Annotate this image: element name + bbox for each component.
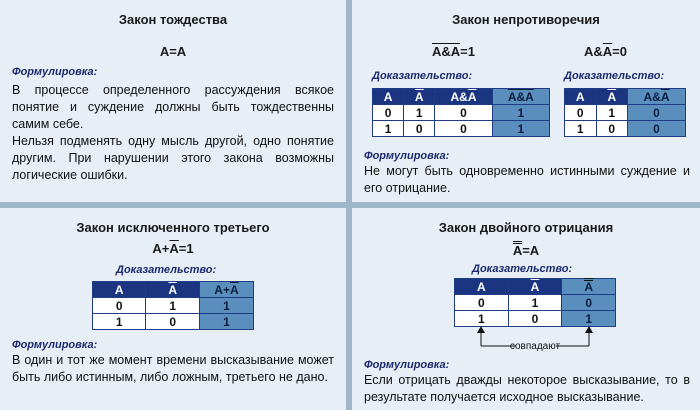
formulation-label: Формулировка: xyxy=(12,66,98,78)
panel-non-contradiction-law xyxy=(352,0,700,202)
cell: 0 xyxy=(435,121,492,137)
cell: 1 xyxy=(596,105,628,121)
header-not-a: А xyxy=(508,279,562,295)
formulation-paragraph-2: Нельзя подменять одну мысль другой, одно понятие другим. При нарушении этого закона возможны логические ошибки. xyxy=(12,134,334,182)
cell: 0 xyxy=(146,314,199,330)
cell: 0 xyxy=(404,121,435,137)
cell-highlight: 0 xyxy=(628,121,686,137)
header-not-a: А xyxy=(146,282,199,298)
cell-highlight: 0 xyxy=(562,295,616,311)
formula xyxy=(0,241,346,256)
arrow-up-icon xyxy=(585,326,593,333)
formulation-label: Формулировка: xyxy=(12,339,98,351)
table-row xyxy=(373,105,550,121)
formulation-text: Не могут быть одновременно истинными суждение и его отрицание. xyxy=(364,164,690,195)
header-a: А xyxy=(93,282,146,298)
formulation-text: Если отрицать дважды некоторое высказывание, то в результате получается исходное высказывание. xyxy=(364,373,690,404)
table-row xyxy=(455,295,616,311)
cell: 0 xyxy=(455,295,509,311)
panel-identity-law xyxy=(0,0,346,202)
cell: 1 xyxy=(565,121,597,137)
cell-highlight: 1 xyxy=(199,314,253,330)
header-a-or-not-a: А+А xyxy=(199,282,253,298)
formula-2-left: А& xyxy=(584,44,603,59)
panel-title: Закон тождества xyxy=(118,12,228,27)
table-row xyxy=(93,314,254,330)
header-not-a: А xyxy=(404,89,435,105)
formula-2 xyxy=(584,44,627,59)
cell: 0 xyxy=(93,298,146,314)
truth-table xyxy=(92,281,254,330)
header-a-and-not-a: А&А xyxy=(628,89,686,105)
cell-highlight: 1 xyxy=(562,311,616,327)
formula-1-negated-expression: А&А xyxy=(432,44,461,59)
header-a: А xyxy=(565,89,597,105)
formula: А=А xyxy=(159,44,187,59)
coincide-label: совпадают xyxy=(509,341,561,352)
formula xyxy=(352,243,700,258)
formula-result: =А xyxy=(522,243,540,258)
proof-label-2: Доказательство: xyxy=(564,70,665,82)
formula-1 xyxy=(432,44,475,59)
cell-highlight: 1 xyxy=(199,298,253,314)
panel-title: Закон исключенного третьего xyxy=(76,220,270,235)
table-row xyxy=(455,311,616,327)
arrow-up-icon xyxy=(477,326,485,333)
formula-1-result: =1 xyxy=(460,44,475,59)
formulation-label: Формулировка: xyxy=(364,359,450,371)
cell: 0 xyxy=(565,105,597,121)
cell: 1 xyxy=(508,295,562,311)
panel-title: Закон двойного отрицания xyxy=(438,220,614,235)
panel-title: Закон непротиворечия xyxy=(452,12,600,27)
cell: 1 xyxy=(93,314,146,330)
panel-double-negation-law xyxy=(352,208,700,410)
header-a: А xyxy=(455,279,509,295)
header-a: А xyxy=(373,89,404,105)
formula-2-negated: А xyxy=(602,44,613,59)
proof-label: Доказательство: xyxy=(116,264,217,276)
cell: 0 xyxy=(435,105,492,121)
proof-label: Доказательство: xyxy=(472,263,573,275)
table-row xyxy=(373,121,550,137)
panel-excluded-middle-law xyxy=(0,208,346,410)
header-not-a: А xyxy=(596,89,628,105)
formula-2-result: =0 xyxy=(612,44,627,59)
truth-table-2 xyxy=(564,88,686,137)
cell: 1 xyxy=(404,105,435,121)
cell-highlight: 0 xyxy=(628,105,686,121)
cell: 1 xyxy=(455,311,509,327)
cell-highlight: 1 xyxy=(492,105,549,121)
formula-double-negated: А xyxy=(512,243,523,258)
table-row xyxy=(565,105,686,121)
formulation-text xyxy=(12,82,334,184)
formulation-paragraph-1: В процессе определенного рассуждения всякое понятие и суждение должны быть тождественны самим себе. xyxy=(12,83,334,131)
formula-result: =1 xyxy=(178,241,194,256)
header-double-not-a: А xyxy=(562,279,616,295)
proof-label-1: Доказательство: xyxy=(372,70,473,82)
truth-table-1 xyxy=(372,88,550,137)
cell: 0 xyxy=(596,121,628,137)
formula-left: А+ xyxy=(152,241,170,256)
formulation-text: В один и тот же момент времени высказывание может быть либо истинным, либо ложным, третьего не дано. xyxy=(12,353,334,384)
cell: 1 xyxy=(146,298,199,314)
header-a-and-not-a: А&А xyxy=(435,89,492,105)
cell-highlight: 1 xyxy=(492,121,549,137)
cell: 0 xyxy=(373,105,404,121)
cell: 1 xyxy=(373,121,404,137)
header-not-a-and-not-a: А&А xyxy=(492,89,549,105)
cell: 0 xyxy=(508,311,562,327)
formula-negated: А xyxy=(169,241,179,256)
formulation-label: Формулировка: xyxy=(364,150,450,162)
table-row xyxy=(565,121,686,137)
truth-table xyxy=(454,278,616,327)
table-row xyxy=(93,298,254,314)
